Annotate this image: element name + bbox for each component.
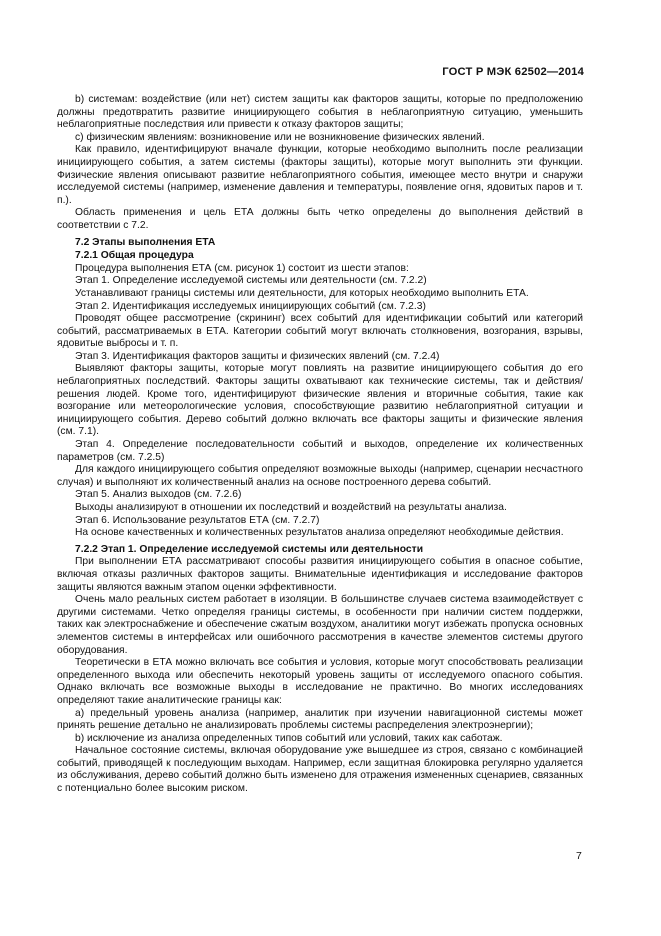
paragraph: Область применения и цель ЕТА должны быть четко определены до выполнения действий в соответствии с 7.2. — [57, 207, 583, 231]
paragraph: Начальное состояние системы, включая оборудование уже вышедшее из строя, связано с комбинацией событий, приводящей к последующим выходам. Например, если защитная блокировка регулярно удаляется из обслуживания, дерево событий должно быть изменено для отражения измененных сценариев, связанных с потенциально более высоким риском. — [57, 745, 583, 795]
paragraph: c) физическим явлениям: возникновение или не возникновение физических явлений. — [75, 131, 485, 143]
paragraph: Этап 4. Определение последовательности событий и выходов, определение их количественных параметров (см. 7.2.5) — [57, 439, 583, 463]
paragraph: Теоретически в ЕТА можно включать все события и условия, которые могут способствовать реализации определенного выхода или обеспечить некоторый уровень защиты от исследуемого опасного события. Однако включать все возможные выходы в исследование не практично. Во многих исследованиях определяют такие аналитические границы как: — [57, 657, 583, 706]
paragraph: Как правило, идентифицируют вначале функции, которые необходимо выполнить после реализации инициирующего события, а затем системы (факторы защиты), которые могут выполнить эти функции. Физические явления описывают развитие неблагоприятного события, имеющее место внутри и снаружи исследуемой системы (например, изменение давления и температуры, появление огня, ядовитых паров и т. п.). — [57, 144, 583, 206]
paragraph: Выходы анализируют в отношении их последствий и воздействий на результаты анализа. — [75, 502, 507, 513]
paragraph: Этап 5. Анализ выходов (см. 7.2.6) — [75, 489, 242, 501]
paragraph: Проводят общее рассмотрение (скрининг) всех событий для идентификации событий или категорий событий, рассматриваемых в ЕТА. Категории событий могут включать столкновения, возгорания, взрывы, ядовитые выбросы и т. п. — [57, 313, 583, 350]
section-heading: 7.2 Этапы выполнения ЕТА — [75, 236, 216, 248]
paragraph: a) предельный уровень анализа (например, аналитик при изучении навигационной системы может принять решение детально не анализировать проблемы системы распределения электроэнергии); — [57, 707, 583, 732]
paragraph: При выполнении ЕТА рассматривают способы развития инициирующего события в опасное событие, включая отказы различных факторов защиты. Внимательные идентификация и исследование факторов защиты являются важным этапом оценки эффективности. — [57, 556, 583, 593]
paragraph: b) системам: воздействие (или нет) систем защиты как факторов защиты, которые по предположению должны предотвратить развитие инициирующего события в неблагоприятную ситуацию, уменьшить неблагоприятные последствия или привести к отказу факторов защиты; — [57, 94, 583, 131]
paragraph: Устанавливают границы системы или деятельности, для которых необходимо выполнить ЕТА. — [75, 287, 529, 299]
paragraph: Очень мало реальных систем работает в изоляции. В большинстве случаев система взаимодействует с другими системами. Четко определяя границы системы, в особенности при наличии систем поддержки, таких как электроснабжение и обеспечение сжатым воздухом, аналитики могут избежать пропуска основных элементов системы в интерфейсах или ошибочного рассмотрения в качестве элементов системы другого оборудования. — [57, 594, 583, 656]
subsection-heading: 7.2.1 Общая процедура — [75, 250, 194, 262]
document-header: ГОСТ Р МЭК 62502—2014 — [442, 66, 584, 78]
paragraph: Для каждого инициирующего события определяют возможные выходы (например, сценарии несчастного случая) и выполняют их количественный анализ на основе построенного дерева событий. — [57, 464, 583, 488]
paragraph: Этап 2. Идентификация исследуемых инициирующих событий (см. 7.2.3) — [75, 300, 426, 312]
paragraph: Выявляют факторы защиты, которые могут повлиять на развитие инициирующего события до его неблагоприятных последствий. Факторы защиты охватывают как технические системы, так и действия/решения людей. Кроме того, идентифицируют физические явления и вторичные события, такие как возгорание или метеорологические условия, способствующие развитию неблагоприятной ситуации и инициирующего события. Дерево событий должно включать все факторы защиты и физические явления (см. 7.1). — [57, 363, 583, 438]
document-body — [57, 94, 583, 796]
paragraph: Этап 3. Идентификация факторов защиты и физических явлений (см. 7.2.4) — [75, 350, 440, 362]
paragraph: Процедура выполнения ЕТА (см. рисунок 1) состоит из шести этапов: — [75, 262, 409, 274]
paragraph: Этап 6. Использование результатов ЕТА (см. 7.2.7) — [75, 514, 320, 526]
subsection-heading: 7.2.2 Этап 1. Определение исследуемой системы или деятельности — [75, 543, 424, 555]
page-number: 7 — [576, 850, 582, 862]
paragraph: На основе качественных и количественных результатов анализа определяют необходимые действия. — [75, 527, 564, 539]
paragraph: Этап 1. Определение исследуемой системы или деятельности (см. 7.2.2) — [75, 275, 427, 287]
paragraph: b) исключение из анализа определенных типов событий или условий, таких как саботаж. — [75, 732, 503, 744]
